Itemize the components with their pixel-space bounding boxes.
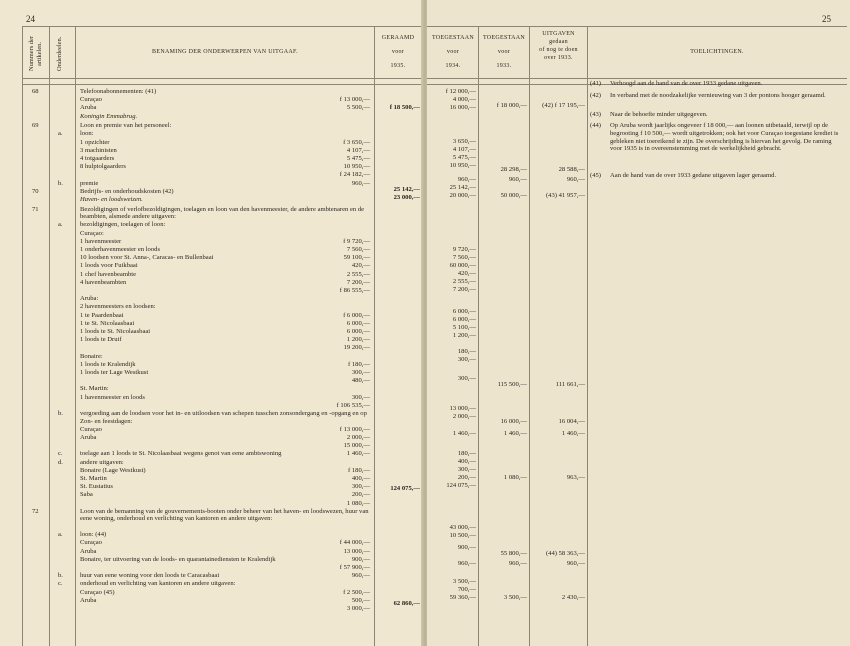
toegestaan-1933-value: 28 298,— (500, 166, 527, 173)
uitgaven-value: 1 460,— (561, 430, 585, 437)
toegestaan-1934-value: 3 500,— (452, 578, 476, 585)
header-onderdeelen: Onderdeelen. (56, 36, 63, 72)
row-text: Loon en premie van het personeel: (80, 122, 172, 130)
row-amount: 300,— (351, 369, 370, 376)
row-text: Aruba (80, 104, 97, 112)
left-page (0, 0, 424, 646)
subsection-letter: b. (58, 410, 63, 417)
row-text: Bonaire, ter uitvoering van de loods- en quarantainediensten te Kralendijk (80, 555, 276, 563)
row-text: Haven- en loodsweizen. (80, 196, 143, 203)
row-text: 1 opzichter (80, 138, 110, 146)
toegestaan-1934-value: 960,— (457, 176, 476, 183)
toegestaan-1934-value: 700,— (457, 586, 476, 593)
row-amount: 1 460,— (346, 450, 370, 458)
row-amount: 5 500,— (346, 104, 370, 112)
row-text: vergoeding aan de loodsen voor het in- en uitloodsen van schepen tusschen zonsondergang en -opgang en op Zon- en feestdagen: (80, 410, 367, 425)
article-number: 70 (32, 187, 39, 195)
article-number: 68 (32, 88, 39, 95)
subsection-letter: b. (58, 179, 63, 187)
toegestaan-1934-value: 420,— (457, 270, 476, 277)
toegestaan-1934-value: 60 000,— (449, 262, 476, 269)
note-text: Naar de behoefte minder uitgegeven. (610, 110, 708, 118)
toegestaan-1933-value: f 18 000,— (496, 102, 527, 109)
toegestaan-1934-value: 900,— (457, 544, 476, 551)
subsection-letter: b. (58, 572, 63, 580)
row-amount: f 44 000,— (339, 539, 370, 547)
toegestaan-1934-value: 9 720,— (452, 246, 476, 253)
row-text: Curaçao (80, 539, 102, 547)
row-text: St. Martin: (80, 385, 109, 393)
row-amount: f 6 000,— (343, 311, 370, 319)
toegestaan-1934-value: 6 000,— (452, 316, 476, 323)
toegestaan-1933-value: 16 000,— (500, 418, 527, 425)
toegestaan-1934-value: 25 142,— (449, 184, 476, 191)
row-text: Bonaire: (80, 352, 103, 360)
toegestaan-1934-value: 300,— (457, 375, 476, 382)
toegestaan-1934-value: 4 107,— (452, 146, 476, 153)
uitgaven-value: 960,— (566, 176, 585, 183)
toegestaan-1934-value: 6 000,— (452, 308, 476, 315)
toegestaan-1934-value: 16 000,— (449, 104, 476, 111)
row-amount: f 57 900,— (339, 564, 370, 571)
geraamd-value: 124 075,— (390, 485, 420, 492)
geraamd-value: 25 142,— (393, 186, 420, 193)
subsection-letter: a. (58, 221, 63, 229)
note-number: (43) (590, 110, 601, 118)
uitgaven-value: 960,— (566, 560, 585, 567)
note-text: Aan de hand van de over 1933 gedane uitgaven lager geraamd. (610, 172, 777, 179)
row-text: Curaçao: (80, 229, 104, 237)
row-text: 4 havenbeambten (80, 278, 127, 286)
toegestaan-1934-value: f 12 000,— (445, 88, 476, 95)
toegestaan-1934-value: 200,— (457, 474, 476, 481)
row-text: Aruba (80, 547, 97, 555)
toegestaan-1934-value: 300,— (457, 356, 476, 363)
geraamd-value: 62 860,— (393, 600, 420, 607)
row-text: Curaçao (45) (80, 588, 115, 596)
row-amount: f 3 650,— (343, 138, 370, 146)
toegestaan-1934-value: 10 500,— (449, 532, 476, 539)
toegestaan-1933-value: 960,— (508, 176, 527, 183)
note-number: (45) (590, 172, 601, 179)
row-amount: 2 555,— (346, 270, 370, 278)
uitgaven-value: 16 004,— (558, 418, 585, 425)
row-text: Aruba: (80, 295, 99, 303)
row-text: 1 havenmeester en loods (80, 393, 146, 401)
row-text: huur van eene woning voor den loods te Caracasbaai (80, 572, 220, 580)
row-text: Bedrijfs- en onderhoudskosten (42) (80, 187, 174, 195)
subsection-letter: c. (58, 580, 63, 588)
toegestaan-1934-value: 300,— (457, 466, 476, 473)
toegestaan-1934-value: 43 000,— (449, 524, 476, 531)
row-amount: 10 950,— (343, 163, 370, 171)
row-amount: 59 100,— (343, 254, 370, 262)
row-amount: 6 000,— (346, 328, 370, 335)
row-text: 1 loods te St. Nicolaasbaai (80, 328, 151, 335)
row-text: bezoldigingen, toelagen of loon: (80, 221, 166, 229)
header-uitgaven: UITGAVEN gedaan of nog te doen over 1933. (539, 31, 578, 61)
uitgaven-value: (42) f 17 195,— (542, 102, 585, 109)
toegestaan-1934-value: 4 000,— (452, 96, 476, 103)
row-text: Telefoonabonnementen: (41) (80, 88, 157, 95)
row-text: 1 onderhavenmeester en loods (80, 246, 161, 253)
row-text: Curaçao (80, 96, 102, 104)
toegestaan-1934-value: 400,— (457, 458, 476, 465)
uitgaven-value: 2 430,— (561, 594, 585, 601)
row-amount: 1 080,— (346, 499, 370, 507)
geraamd-value: f 18 500,— (389, 104, 420, 111)
row-amount: 19 200,— (343, 344, 370, 352)
header-toelichtingen: TOELICHTINGEN. (690, 49, 744, 55)
row-amount: 5 475,— (346, 155, 370, 162)
row-amount: 200,— (351, 491, 370, 499)
row-amount: 6 000,— (346, 319, 370, 327)
right-page (427, 0, 850, 646)
toegestaan-1933-value: 1 080,— (503, 474, 527, 481)
subsection-letter: a. (58, 531, 63, 539)
header-toegestaan-1933: TOEGESTAAN voor 1933. (482, 35, 526, 69)
note-number: (41) (590, 80, 601, 87)
toegestaan-1934-value: 180,— (457, 348, 476, 355)
toegestaan-1934-value: 1 200,— (452, 332, 476, 339)
toegestaan-1933-value: 50 000,— (500, 192, 527, 199)
toegestaan-1934-value: 3 650,— (452, 138, 476, 145)
row-text: St. Eustatius (80, 483, 113, 491)
row-amount: 3 000,— (346, 605, 370, 612)
row-text: 1 loods te Kralendijk (80, 360, 136, 368)
toegestaan-1933-value: 115 500,— (497, 381, 527, 388)
row-text: 1 havenmeester (80, 237, 122, 245)
header-benaming: BENAMING DER ONDERWERPEN VAN UITGAAF. (152, 49, 298, 55)
row-amount: f 180,— (348, 466, 370, 474)
toegestaan-1934-value: 180,— (457, 450, 476, 457)
row-amount: 15 000,— (343, 442, 370, 450)
row-amount: 960,— (351, 572, 370, 580)
row-amount: 1 200,— (346, 336, 370, 344)
row-amount: 2 000,— (346, 434, 370, 441)
row-text: 1 chef havenbeambte (80, 270, 137, 278)
note-text: In verband met de noodzakelijke vernieuwing van 3 der pontons hooger geraamd. (610, 91, 826, 99)
geraamd-value: 23 000,— (393, 194, 420, 201)
row-text: 1 loods te Druif (80, 336, 122, 344)
row-amount: 13 000,— (343, 547, 370, 555)
uitgaven-value: 963,— (566, 474, 585, 481)
row-text: 3 machinisten (80, 146, 117, 154)
row-amount: f 86 555,— (339, 287, 370, 294)
header-geraamd: GERAAMD voor 1935. (381, 35, 415, 69)
row-text: Bezoldigingen of verlofbezoldigingen, toelagen en loon van den havenmeester, de andere ambtenaren en de beambten, alsmede andere uitgaven: (80, 205, 365, 221)
header-nummers: Nummers der artikelen. (28, 36, 43, 72)
row-text: Curaçao (80, 425, 102, 433)
header-toegestaan-1934: TOEGESTAAN voor 1934. (431, 35, 475, 69)
row-text: 1 loods ter Lage Westkust (80, 369, 149, 376)
row-text: 4 totgaarders (80, 155, 115, 162)
uitgaven-value: (44) 58 363,— (545, 550, 585, 557)
row-amount: 300,— (351, 483, 370, 491)
page-number-left: 24 (26, 14, 35, 24)
note-number: (44) (590, 122, 601, 130)
toegestaan-1934-value: 2 555,— (452, 278, 476, 285)
subsection-letter: a. (58, 130, 63, 138)
toegestaan-1934-value: 13 000,— (449, 405, 476, 412)
row-text: Aruba (80, 596, 97, 604)
toegestaan-1934-value: 960,— (457, 560, 476, 567)
row-amount: 4 107,— (346, 146, 370, 154)
row-text: loon: (44) (80, 531, 107, 539)
row-text: Koningin Emmabrug. (80, 112, 138, 120)
toegestaan-1934-value: 7 560,— (452, 254, 476, 261)
row-text: andere uitgaven: (80, 458, 124, 466)
row-text: Saba (80, 491, 93, 499)
row-amount: 400,— (351, 475, 370, 482)
toegestaan-1934-value: 5 100,— (452, 324, 476, 331)
row-text: 1 te St. Nicolaasbaai (80, 319, 135, 327)
toegestaan-1934-value: 5 475,— (452, 154, 476, 161)
page-number-right: 25 (822, 14, 831, 24)
row-amount: f 13 000,— (339, 96, 370, 104)
row-text: St. Martin (80, 475, 107, 482)
subsection-letter: d. (58, 458, 63, 466)
row-amount: 300,— (351, 393, 370, 401)
toegestaan-1933-value: 55 800,— (500, 550, 527, 557)
row-amount: f 13 000,— (339, 425, 370, 433)
toegestaan-1934-value: 10 950,— (449, 162, 476, 169)
row-text: 1 te Paardenbaai (80, 311, 124, 319)
row-amount: f 24 182,— (339, 171, 370, 179)
toegestaan-1934-value: 59 360,— (449, 594, 476, 601)
row-amount: 7 560,— (346, 246, 370, 253)
row-amount: f 106 535,— (336, 401, 370, 409)
note-number: (42) (590, 91, 601, 99)
row-text: 10 loodsen voor St. Anna-, Caracas- en Bullenbaai (80, 254, 214, 262)
row-text: premie (80, 179, 99, 187)
subsection-letter: c. (58, 450, 63, 458)
toegestaan-1934-value: 7 200,— (452, 286, 476, 293)
uitgaven-value: (43) 41 957,— (545, 192, 585, 199)
toegestaan-1934-value: 2 000,— (452, 413, 476, 420)
toegestaan-1934-value: 20 000,— (449, 192, 476, 199)
row-amount: f 180,— (348, 360, 370, 368)
row-amount: 480,— (351, 377, 370, 385)
row-text: Bonaire (Lage Westkust) (80, 466, 146, 474)
uitgaven-value: 28 588,— (558, 166, 585, 173)
article-number: 69 (32, 122, 39, 130)
uitgaven-value: 111 661,— (555, 381, 585, 388)
toegestaan-1934-value: 1 460,— (452, 430, 476, 437)
row-amount: 900,— (351, 555, 370, 563)
row-amount: 7 200,— (346, 278, 370, 286)
row-text: onderhoud en verlichting van kantoren en andere uitgaven: (80, 580, 236, 588)
row-text: toelage aan 1 loods te St. Nicolaasbaai wegens genot van eene ambtswoning (80, 450, 282, 458)
article-number: 72 (32, 507, 39, 515)
row-text: 8 hulptolgaarders (80, 163, 126, 171)
row-amount: f 9 720,— (343, 237, 370, 245)
row-amount: f 2 500,— (343, 588, 370, 596)
row-text: 2 havenmeesters en loodsen: (80, 303, 156, 311)
row-text: Loon van de bemanning van de gouvernements-booten onder beheer van het haven- en loodswezen, huur van eene woning, onderhoud en verlichting van kantoren en andere uitgaven: (80, 507, 369, 523)
note-text: Op Aruba wordt jaarlijks ongeveer f 18 000,— aan loonen uitbetaald, terwijl op de begrooting f 10 500,— wordt uitgetrokken; ook het voor Curaçao toegestane krediet is gebleken niet toereikend te zijn. De overschrijding is hiervan het gevolg. De raming voor 1935 is in overeenstemming met de werkelijkheid gebracht. (610, 122, 839, 153)
toegestaan-1934-value: 124 075,— (446, 482, 476, 489)
row-amount: 420,— (351, 262, 370, 270)
row-amount: 960,— (351, 179, 370, 187)
article-number: 71 (32, 205, 39, 213)
row-text: 1 loods voor Fuikbaai (80, 262, 138, 270)
toegestaan-1933-value: 960,— (508, 560, 527, 567)
row-text: Aruba (80, 434, 97, 441)
row-text: loon: (80, 130, 94, 138)
toegestaan-1933-value: 3 500,— (503, 594, 527, 601)
row-amount: 500,— (351, 596, 370, 604)
note-text: Verhoogd aan de hand van de over 1933 gedane uitgaven. (610, 80, 763, 87)
toegestaan-1933-value: 1 460,— (503, 430, 527, 437)
